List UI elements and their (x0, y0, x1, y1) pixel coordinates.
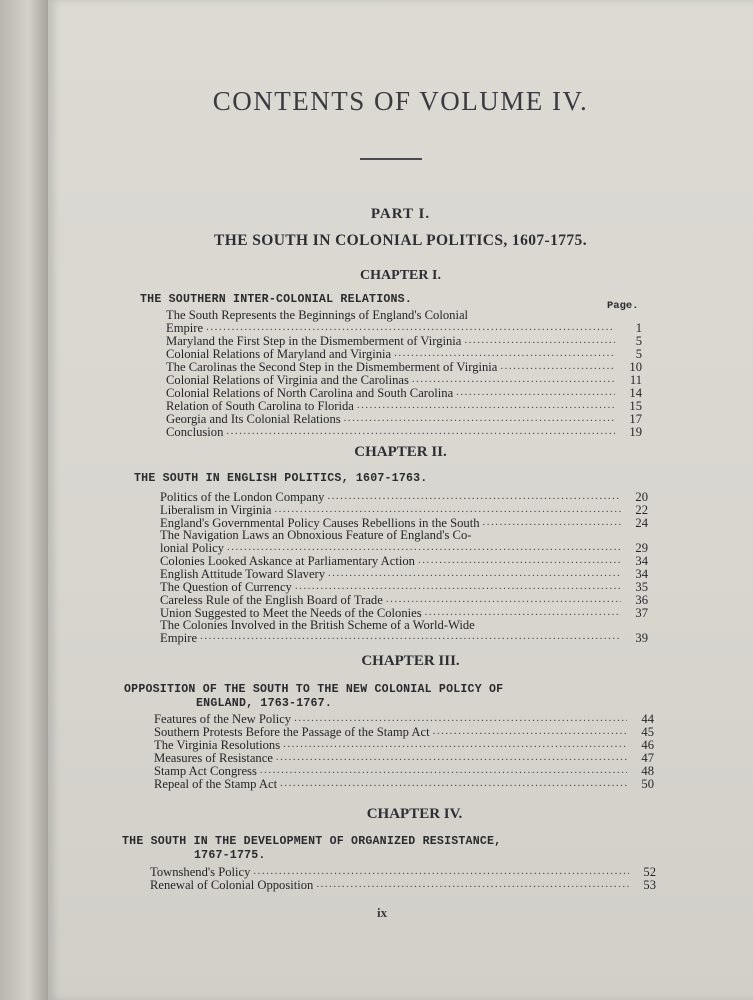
chapter-heading: CHAPTER I. (360, 268, 441, 283)
toc-page-number: 34 (635, 554, 648, 568)
part-title: THE SOUTH IN COLONIAL POLITICS, 1607-1775. (214, 232, 587, 249)
toc-entry (154, 726, 654, 739)
toc-entry-row (160, 568, 648, 581)
section-title-line: 1767-1775. (194, 849, 266, 862)
toc-entry-title: England's Governmental Policy Causes Rebellions in the South (160, 516, 480, 531)
toc-entry (160, 555, 648, 568)
toc-entry-title: Colonial Relations of Maryland and Virginia (166, 347, 392, 361)
chapter-heading: CHAPTER IV. (366, 806, 463, 822)
toc-page-number: 37 (635, 606, 648, 620)
toc-page-number: 20 (635, 490, 648, 505)
toc-entry-row (160, 491, 648, 504)
toc-entry-title: lonial Policy (160, 541, 225, 555)
toc-entry-row (160, 504, 648, 517)
toc-entry (166, 413, 642, 426)
toc-entry-row (160, 542, 648, 555)
toc-entry (166, 400, 642, 413)
toc-page-number: 11 (629, 373, 642, 387)
toc-page-number: 1 (635, 321, 642, 335)
dot-leader (200, 631, 621, 642)
toc-entry-line: The Colonies Involved in the British Scheme of a World-Wide (160, 617, 475, 632)
toc-entry-title: The Carolinas the Second Step in the Dismemberment of Virginia (166, 360, 498, 374)
dot-leader (464, 335, 615, 346)
chapter-heading: CHAPTER II. (354, 444, 447, 460)
chapter-1-entries (166, 310, 642, 439)
toc-page-number: 17 (629, 412, 642, 426)
toc-entry-title: Southern Protests Before the Passage of the Stamp Act (154, 725, 430, 740)
chapter-2-entries (160, 491, 648, 644)
toc-page-number: 52 (643, 865, 656, 880)
dot-leader (483, 517, 621, 528)
section-title: THE SOUTH IN ENGLISH POLITICS, 1607-1763. (134, 472, 428, 485)
toc-entry (150, 879, 656, 892)
toc-page-number: 36 (635, 593, 648, 607)
volume-title: CONTENTS OF VOLUME IV. (212, 86, 589, 116)
toc-entry-row (160, 594, 648, 607)
toc-entry-row (166, 400, 642, 413)
toc-entry-title: Townshend's Policy (150, 865, 251, 880)
dot-leader (260, 765, 627, 776)
toc-entry (166, 361, 642, 374)
toc-page-number: 44 (641, 712, 654, 727)
toc-page-number: 22 (635, 503, 648, 518)
toc-page-number: 24 (635, 516, 648, 531)
toc-entry-title: Politics of the London Company (160, 490, 325, 505)
dot-leader (357, 400, 615, 411)
dot-leader (227, 542, 621, 553)
chapter-4-entries (150, 866, 656, 892)
toc-entry (166, 426, 642, 439)
toc-entry-row (160, 555, 648, 568)
toc-page-number: 29 (635, 541, 648, 555)
toc-entry-title: Colonial Relations of North Carolina and South Carolina (166, 386, 454, 400)
title-rule (360, 158, 422, 160)
dot-leader (294, 713, 627, 724)
toc-page-number: 53 (643, 878, 656, 893)
section-title-line: ENGLAND, 1763-1767. (196, 697, 332, 710)
dot-leader (425, 607, 621, 618)
book-gutter (0, 0, 52, 1000)
dot-leader (344, 413, 615, 424)
toc-entry-row (166, 361, 642, 374)
dot-leader (500, 361, 615, 372)
toc-entry-title: Renewal of Colonial Opposition (150, 878, 314, 893)
toc-entry-title: Maryland the First Step in the Dismemberment of Virginia (166, 334, 462, 348)
toc-page-number: 35 (635, 580, 648, 594)
toc-entry-line: The South Represents the Beginnings of England's Colonial (166, 308, 469, 322)
toc-entry-row (166, 374, 642, 387)
toc-entry-title: Union Suggested to Meet the Needs of the Colonies (160, 606, 422, 620)
toc-entry (160, 568, 648, 581)
page-column-label: Page. (607, 300, 639, 312)
dot-leader (456, 387, 615, 398)
section-title-line: OPPOSITION OF THE SOUTH TO THE NEW COLONIAL POLICY OF (124, 683, 504, 696)
toc-entry (166, 374, 642, 387)
toc-entry-title: The Virginia Resolutions (154, 738, 281, 753)
toc-entry (154, 752, 654, 765)
toc-entry-row (154, 739, 654, 752)
toc-page-number: 5 (635, 347, 642, 361)
toc-entry-title: Careless Rule of the English Board of Trade (160, 593, 383, 607)
section-title-line: THE SOUTH IN THE DEVELOPMENT OF ORGANIZED RESISTANCE, (122, 835, 502, 848)
dot-leader (274, 504, 621, 515)
toc-entry (166, 335, 642, 348)
toc-entry-title: Relation of South Carolina to Florida (166, 399, 354, 413)
chapter-3-entries (154, 713, 654, 791)
toc-page-number: 45 (641, 725, 654, 740)
toc-page-number: 5 (635, 334, 642, 348)
dot-leader (394, 348, 615, 359)
toc-entry (154, 739, 654, 752)
toc-entry (154, 765, 654, 778)
dot-leader (280, 778, 627, 789)
book-page (48, 0, 753, 1000)
toc-entry-row (166, 413, 642, 426)
toc-entry-row (154, 778, 654, 791)
chapter-heading: CHAPTER III. (361, 653, 460, 669)
toc-entry-row (160, 631, 648, 644)
toc-entry-title: The Question of Currency (160, 580, 292, 594)
dot-leader (276, 752, 627, 763)
toc-entry-row (160, 581, 648, 594)
toc-entry-title: Colonial Relations of Virginia and the Carolinas (166, 373, 409, 387)
dot-leader (327, 491, 621, 502)
toc-page-number: 19 (629, 425, 642, 439)
dot-leader (283, 739, 627, 750)
toc-page-number: 47 (641, 751, 654, 766)
toc-entry (160, 504, 648, 517)
toc-entry (154, 778, 654, 791)
page-number-mark: ix (377, 905, 388, 920)
dot-leader (328, 568, 621, 579)
dot-leader (316, 879, 629, 890)
toc-entry-title: English Attitude Toward Slavery (160, 567, 326, 581)
toc-page-number: 48 (641, 764, 654, 779)
toc-page-number: 39 (635, 630, 648, 645)
toc-entry-title: Conclusion (166, 425, 224, 439)
toc-page-number: 46 (641, 738, 654, 753)
toc-entry-row (154, 752, 654, 765)
part-label: PART I. (370, 206, 431, 222)
toc-entry-title: Georgia and Its Colonial Relations (166, 412, 341, 426)
toc-entry (160, 530, 648, 555)
toc-entry (160, 617, 648, 645)
toc-entry-row (150, 879, 656, 892)
toc-entry-row (166, 426, 642, 439)
toc-entry (166, 348, 642, 361)
toc-entry (166, 310, 642, 335)
dot-leader (206, 322, 615, 333)
toc-entry-title: Measures of Resistance (154, 751, 273, 766)
section-title: THE SOUTHERN INTER-COLONIAL RELATIONS. (140, 293, 412, 306)
toc-entry-title: Empire (160, 630, 198, 645)
toc-entry (160, 491, 648, 504)
toc-entry-row (166, 387, 642, 400)
dot-leader (253, 866, 629, 877)
toc-entry-title: Repeal of the Stamp Act (154, 777, 278, 792)
toc-entry-row (154, 765, 654, 778)
toc-entry-row (154, 726, 654, 739)
toc-entry-title: Liberalism in Virginia (160, 503, 272, 518)
dot-leader (226, 426, 615, 437)
toc-entry-title: Empire (166, 321, 204, 335)
toc-entry-row (150, 866, 656, 879)
toc-entry-title: Stamp Act Congress (154, 764, 257, 779)
toc-entry-row (166, 322, 642, 335)
toc-page-number: 50 (641, 777, 654, 792)
toc-entry-title: Colonies Looked Askance at Parliamentary Action (160, 554, 415, 568)
toc-entry (160, 594, 648, 607)
dot-leader (412, 374, 615, 385)
toc-page-number: 34 (635, 567, 648, 581)
toc-page-number: 10 (629, 360, 642, 374)
dot-leader (295, 581, 621, 592)
toc-entry-row (154, 713, 654, 726)
toc-entry (150, 866, 656, 879)
toc-entry-row (166, 348, 642, 361)
toc-entry (160, 581, 648, 594)
toc-entry-line: The Navigation Laws an Obnoxious Feature of England's Co- (160, 528, 472, 542)
toc-entry-title: Features of the New Policy (154, 712, 292, 727)
toc-page-number: 14 (629, 386, 642, 400)
dot-leader (433, 726, 627, 737)
toc-entry (166, 387, 642, 400)
toc-page-number: 15 (629, 399, 642, 413)
toc-entry-row (166, 335, 642, 348)
dot-leader (418, 555, 621, 566)
dot-leader (386, 594, 621, 605)
toc-entry (154, 713, 654, 726)
